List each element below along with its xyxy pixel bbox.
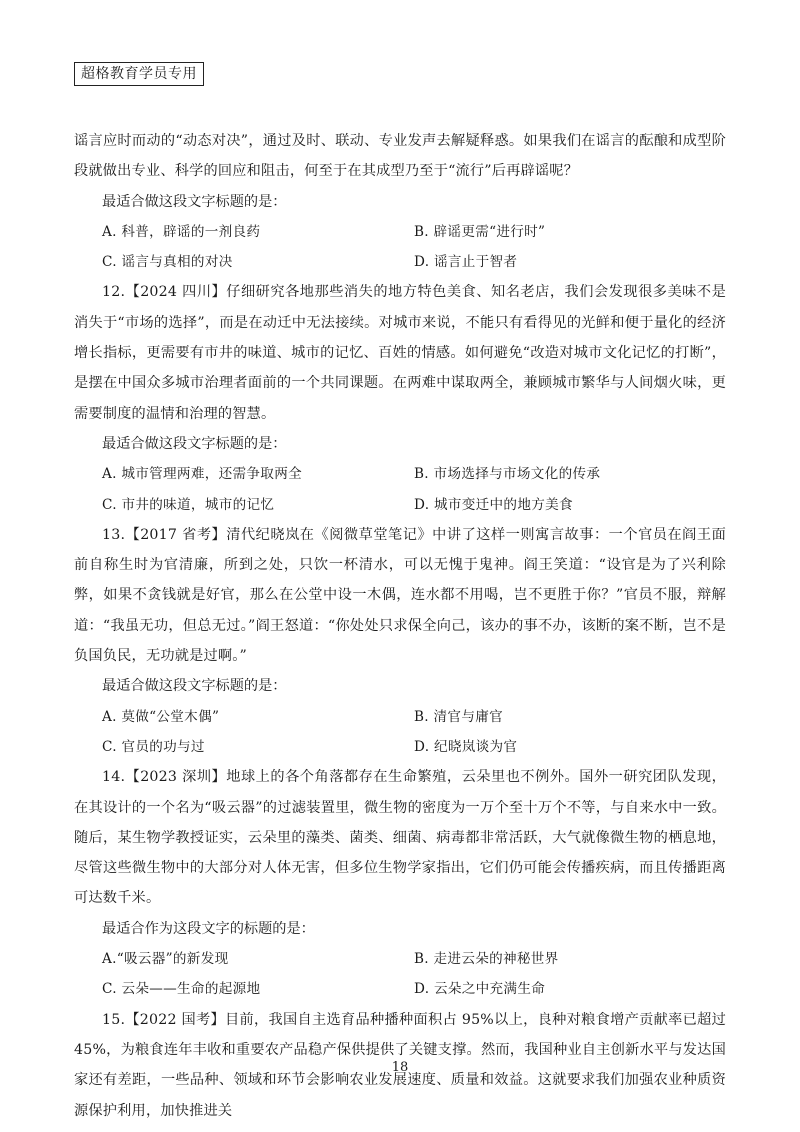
question-14-options bbox=[102, 944, 726, 1005]
question-11-prompt: 最适合做这段文字标题的是： bbox=[102, 193, 287, 210]
question-12-prompt: 最适合做这段文字标题的是： bbox=[102, 435, 287, 452]
option-b: B. 走进云朵的神秘世界 bbox=[414, 951, 559, 968]
option-c: C. 谣言与真相的对决 bbox=[102, 254, 233, 271]
header-label: 超格教育学员专用 bbox=[74, 62, 204, 86]
option-a: A. 莫做“公堂木偶” bbox=[102, 708, 220, 725]
option-d: D. 云朵之中充满生命 bbox=[414, 981, 546, 998]
option-b: B. 市场选择与市场文化的传承 bbox=[414, 466, 601, 483]
question-13-options bbox=[102, 702, 726, 763]
option-a: A. 城市管理两难，还需争取两全 bbox=[102, 466, 302, 483]
question-11-text: 谣言应时而动的“动态对决”，通过及时、联动、专业发声去解疑释惑。如果我们在谣言的酝酿和成型阶段就做出专业、科学的回应和阻击，何至于在其成型乃至于“流行”后再辟谣呢？ bbox=[74, 133, 726, 180]
document-body bbox=[74, 126, 726, 1126]
question-12 bbox=[74, 277, 726, 519]
option-b: B. 辟谣更需“进行时” bbox=[414, 223, 546, 240]
question-12-text: 12.【2024 四川】仔细研究各地那些消失的地方特色美食、知名老店，我们会发现很多美味不是消失于“市场的选择”，而是在动迁中无法接续。对城市来说，不能只有看得见的光鲜和便于量化的经济增长指标，更需要有市井的味道、城市的记忆、百姓的情感。如何避免“改造对城市文化记忆的打断”，是摆在中国众多城市治理者面前的一个共同课题。在两难中谋取两全，兼顾城市繁华与人间烟火味，更需要制度的温情和治理的智慧。 bbox=[74, 284, 726, 422]
option-d: D. 城市变迁中的地方美食 bbox=[414, 496, 573, 513]
question-15-text: 15.【2022 国考】目前，我国自主选育品种播种面积占 95%以上，良种对粮食增产贡献率已超过 45%，为粮食连年丰收和重要农产品稳产保供提供了关键支撑。然而，我国种业自主创新水平与发达国家还有差距，一些品种、领域和环节会影响农业发展速度、质量和效益。这就要求我们加强农业种质资源保护利用，加快推进关 bbox=[74, 1011, 726, 1119]
question-13-prompt: 最适合做这段文字标题的是： bbox=[102, 678, 287, 695]
option-d: D. 谣言止于智者 bbox=[414, 254, 518, 271]
question-13 bbox=[74, 520, 726, 762]
option-a: A. 科普，辟谣的一剂良药 bbox=[102, 223, 261, 240]
question-14-prompt: 最适合作为这段文字的标题的是： bbox=[102, 920, 315, 937]
question-13-text: 13.【2017 省考】清代纪晓岚在《阅微草堂笔记》中讲了这样一则寓言故事：一个官员在阎王面前自称生时为官清廉，所到之处，只饮一杯清水，可以无愧于鬼神。阎王笑道：“设官是为了兴利除弊，如果不贪钱就是好官，那么在公堂中设一木偶，连水都不用喝，岂不更胜于你？”官员不服，辩解道：“我虽无功，但总无过。”阎王怒道：“你处处只求保全向己，该办的事不办，该断的案不断，岂不是负国负民，无功就是过啊。” bbox=[74, 526, 726, 665]
question-14-text: 14.【2023 深圳】地球上的各个角落都存在生命繁殖，云朵里也不例外。国外一研究团队发现，在其设计的一个名为“吸云器”的过滤装置里，微生物的密度为一万个至十万个不等，与自来水中一致。随后，某生物学教授证实，云朵里的藻类、菌类、细菌、病毒都非常活跃，大气就像微生物的栖息地，尽管这些微生物中的大部分对人体无害，但多位生物学家指出，它们仍可能会传播疾病，而且传播距离可达数千米。 bbox=[74, 769, 726, 907]
option-c: C. 市井的味道，城市的记忆 bbox=[102, 496, 275, 513]
question-11-continuation bbox=[74, 126, 726, 277]
page-number: 18 bbox=[391, 1060, 409, 1075]
question-14 bbox=[74, 762, 726, 1004]
option-d: D. 纪晓岚谈为官 bbox=[414, 738, 518, 755]
option-b: B. 清官与庸官 bbox=[414, 708, 503, 725]
question-12-options bbox=[102, 459, 726, 520]
question-11-options bbox=[102, 217, 726, 278]
option-a: A.“吸云器”的新发现 bbox=[102, 951, 229, 968]
option-c: C. 官员的功与过 bbox=[102, 738, 205, 755]
option-c: C. 云朵——生命的起源地 bbox=[102, 981, 261, 998]
